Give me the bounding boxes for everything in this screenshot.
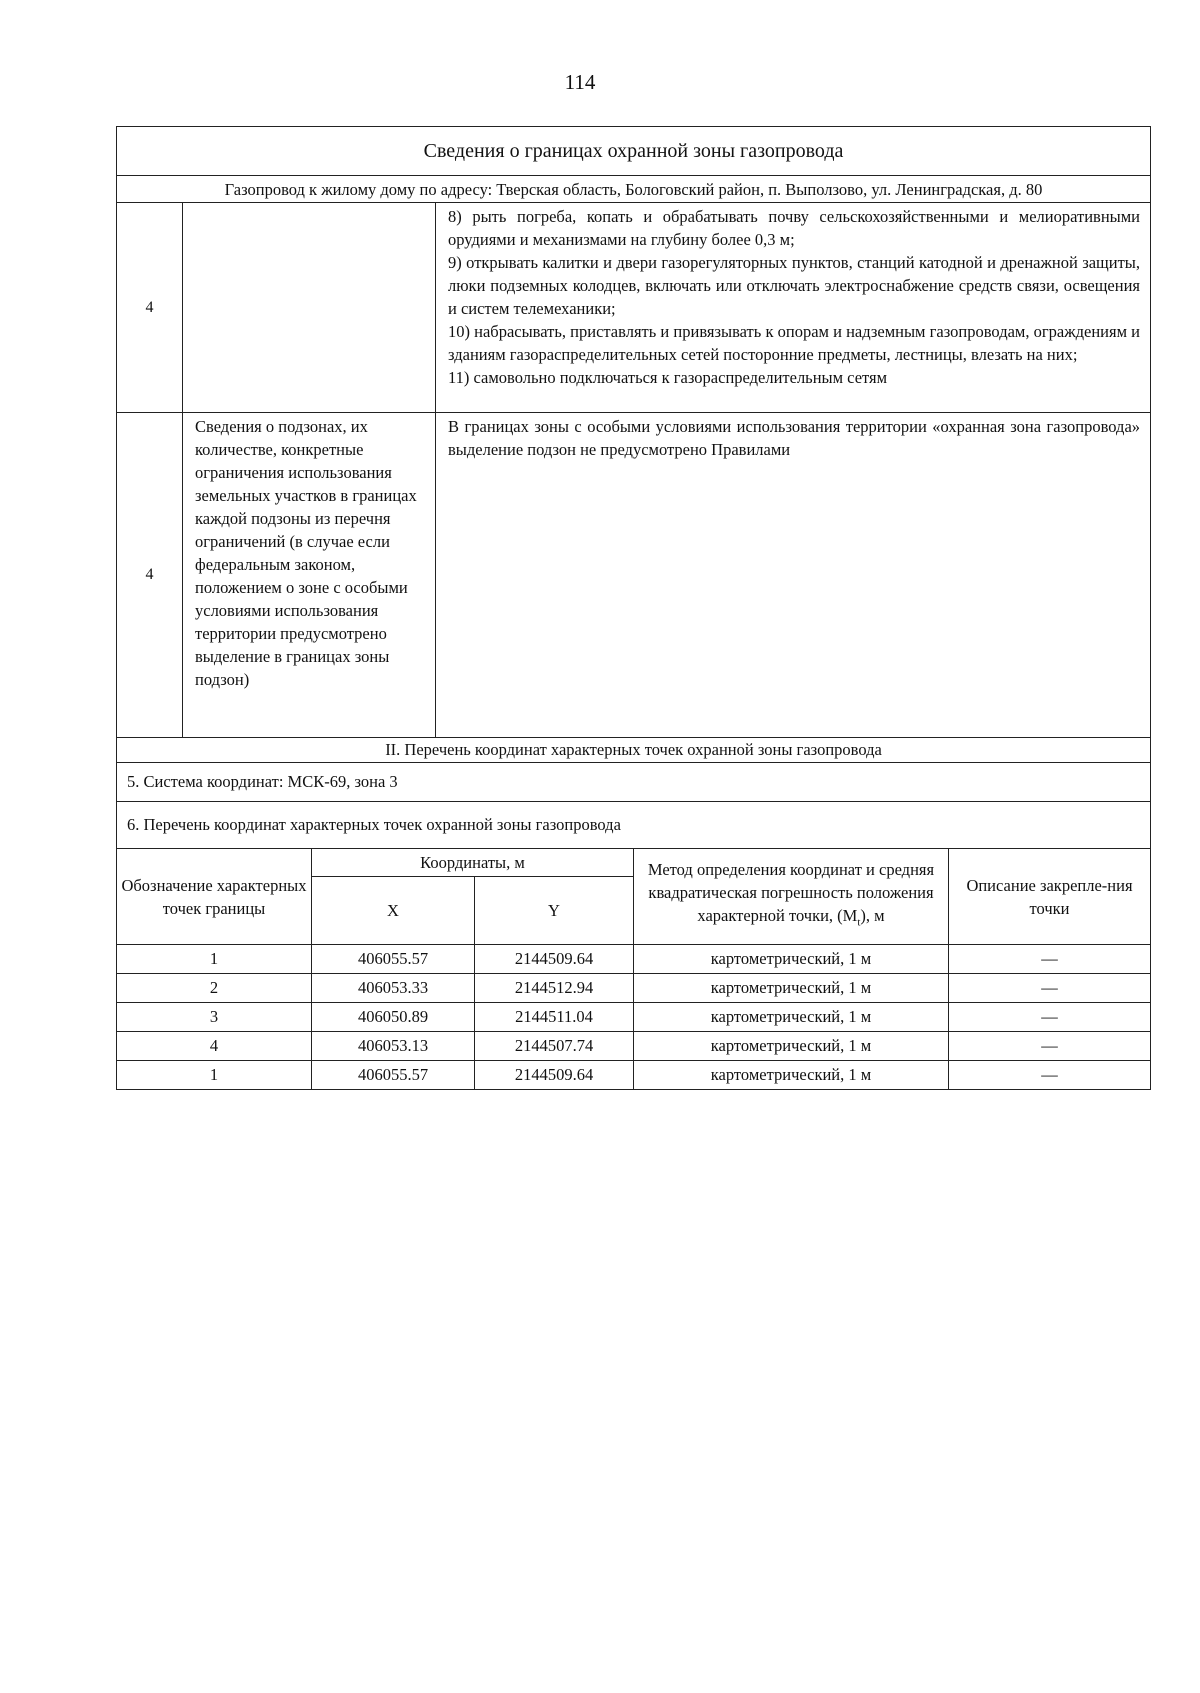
method-value: картометрический, 1 м [634,1061,949,1090]
restriction-item: 10) набрасывать, приставлять и привязывать к опорам и надземным газопроводам, ограждениям и зданиям газораспределительных сетей посторонние предметы, лестницы, влезать на них; [448,322,1141,364]
description-value: — [949,1003,1151,1032]
point-number: 3 [117,1003,312,1032]
y-value: 2144507.74 [475,1032,634,1061]
restriction-item: 8) рыть погреба, копать и обрабатывать почву сельскохозяйственными и мелиоративными орудиями и механизмами на глубину более 0,3 м; [448,207,1141,249]
x-value: 406050.89 [312,1003,475,1032]
x-value: 406055.57 [312,945,475,974]
header-coordinates: Координаты, м [312,849,634,877]
header-point-designation: Обозначение характерных точек границы [117,849,312,945]
point-number: 1 [117,1061,312,1090]
protection-zone-sheet [116,126,1150,1090]
description-value: — [949,974,1151,1003]
restriction-item: 9) открывать калитки и двери газорегуляторных пунктов, станций катодной и дренажной защиты, люки подземных колодцев, включать или отключать электроснабжение средств связи, освещения и систем телемеханики; [448,253,1141,318]
header-description: Описание закрепле-ния точки [949,849,1151,945]
coordinates-table [116,849,1151,1090]
table-row [117,1032,1151,1061]
method-value: картометрический, 1 м [634,1032,949,1061]
main-table [116,126,1151,849]
header-method-end: ), м [860,906,885,926]
section-2-title: II. Перечень координат характерных точек охранной зоны газопровода [117,738,1151,763]
description-value: — [949,945,1151,974]
table-row [117,945,1151,974]
y-value: 2144511.04 [475,1003,634,1032]
subzones-text: В границах зоны с особыми условиями использования территории «охранная зона газопровода» выделение подзон не предусмотрено Правилами [436,413,1151,738]
restrictions-list [436,203,1151,413]
description-value: — [949,1032,1151,1061]
header-method [634,849,949,945]
point-number: 4 [117,1032,312,1061]
header-x: X [312,877,475,945]
page-number [0,70,1200,95]
y-value: 2144509.64 [475,1061,634,1090]
table-row [117,1061,1151,1090]
y-value: 2144512.94 [475,974,634,1003]
point-number: 1 [117,945,312,974]
header-y: Y [475,877,634,945]
row-number: 4 [117,203,183,413]
method-value: картометрический, 1 м [634,974,949,1003]
object-address: Газопровод к жилому дому по адресу: Тверская область, Бологовский район, п. Выползово, ул. Ленинградская, д. 80 [117,176,1151,203]
page-number-text: 114 [564,70,596,94]
restriction-item: 11) самовольно подключаться к газораспределительным сетям [448,368,888,387]
x-value: 406055.57 [312,1061,475,1090]
description-value: — [949,1061,1151,1090]
point-number: 2 [117,974,312,1003]
coordinate-system: 5. Система координат: МСК-69, зона 3 [117,763,1151,802]
header-method-subscript: t [857,916,861,929]
x-value: 406053.33 [312,974,475,1003]
table-row [117,974,1151,1003]
y-value: 2144509.64 [475,945,634,974]
x-value: 406053.13 [312,1032,475,1061]
method-value: картометрический, 1 м [634,945,949,974]
subzones-label: Сведения о подзонах, их количестве, конкретные ограничения использования земельных участков в границах каждой подзоны из перечня ограничений (в случае если федеральным законом, положением о зоне с особыми условиями использования территории предусмотрено выделение в границах зоны подзон) [183,413,436,738]
row-number: 4 [117,413,183,738]
table-title: Сведения о границах охранной зоны газопровода [117,127,1151,176]
coordinate-list-title: 6. Перечень координат характерных точек охранной зоны газопровода [117,802,1151,849]
table-row [117,1003,1151,1032]
header-method-text: Метод определения координат и средняя квадратическая погрешность положения характерной точки, (M [647,860,935,926]
method-value: картометрический, 1 м [634,1003,949,1032]
empty-label-cell [183,203,436,413]
